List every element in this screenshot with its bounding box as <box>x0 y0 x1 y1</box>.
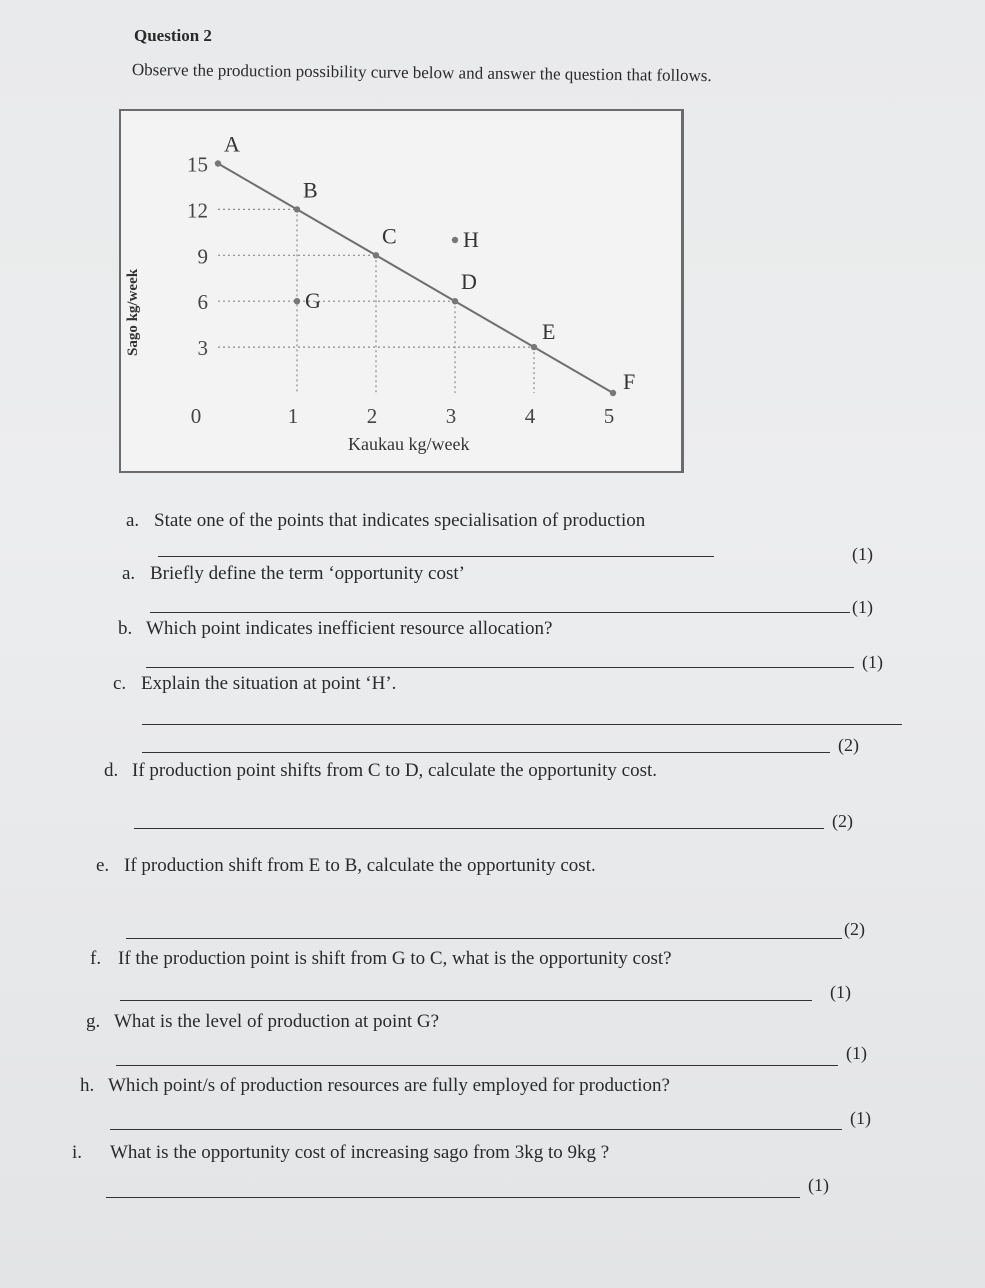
marks-label: (1) <box>852 544 873 564</box>
answer-line[interactable] <box>106 1197 800 1198</box>
ppc-chart <box>119 109 684 473</box>
question-number: d. <box>104 760 119 781</box>
question-text: If the production point is shift from G to C, what is the opportunity cost? <box>118 948 672 969</box>
y-tick-label: 3 <box>197 336 208 361</box>
x-tick-label: 1 <box>287 404 299 428</box>
question-number: f. <box>90 948 102 969</box>
point-label-F: F <box>623 369 636 394</box>
marks-label: (1) <box>808 1175 829 1195</box>
marks-label: (2) <box>838 735 859 755</box>
x-axis-label: Kaukau kg/week <box>348 434 470 454</box>
answer-line[interactable] <box>142 752 830 753</box>
question-text: If production point shifts from C to D, calculate the opportunity cost. <box>132 760 658 781</box>
point-label-E: E <box>542 319 556 345</box>
plot-point-G <box>294 298 300 304</box>
x-tick-label: 5 <box>603 404 615 428</box>
question-f <box>90 948 672 970</box>
question-number: e. <box>96 855 110 876</box>
question-text: If production shift from E to B, calculate the opportunity cost. <box>124 855 596 876</box>
question-e <box>96 855 596 877</box>
question-b <box>118 618 552 640</box>
marks-label: (1) <box>846 1043 867 1063</box>
answer-line[interactable] <box>116 1065 838 1066</box>
question-text: Briefly define the term ‘opportunity cost’ <box>150 563 465 584</box>
curve-point-C <box>373 252 379 258</box>
point-label-H: H <box>463 227 479 252</box>
answer-line[interactable] <box>146 667 854 668</box>
question-number: a. <box>122 563 136 584</box>
marks-label: (1) <box>830 982 851 1002</box>
point-label-G: G <box>305 288 321 314</box>
question-number: g. <box>86 1011 101 1032</box>
question-text: Explain the situation at point ‘H’. <box>141 673 397 694</box>
question-number: a. <box>126 510 140 531</box>
y-tick-label: 12 <box>187 198 208 223</box>
ppc-curve-line <box>218 164 613 394</box>
x-tick-label: 2 <box>366 404 378 428</box>
question-c <box>113 673 396 695</box>
question-number: i. <box>72 1142 83 1163</box>
y-tick-label: 15 <box>187 152 208 177</box>
question-text: Which point indicates inefficient resource allocation? <box>146 618 553 639</box>
point-label-D: D <box>461 269 477 295</box>
answer-line[interactable] <box>150 612 850 613</box>
question-h <box>80 1075 670 1097</box>
plot-point-H <box>452 237 458 243</box>
question-a1 <box>126 510 645 532</box>
answer-line[interactable] <box>142 724 902 725</box>
curve-point-F <box>610 390 616 396</box>
question-d <box>104 760 657 782</box>
question-a2 <box>122 563 465 585</box>
question-number: h. <box>80 1075 95 1096</box>
marks-label: (2) <box>832 811 853 831</box>
marks-label: (1) <box>850 1108 871 1128</box>
question-text: Which point/s of production resources are fully employed for production? <box>108 1075 670 1096</box>
marks-label: (2) <box>844 919 865 939</box>
answer-line[interactable] <box>158 556 714 557</box>
question-number: c. <box>113 673 127 694</box>
ppc-chart-svg <box>121 111 681 471</box>
curve-point-A <box>215 160 221 166</box>
question-number: b. <box>118 618 133 639</box>
question-text: State one of the points that indicates specialisation of production <box>154 510 646 531</box>
instruction-text: Observe the production possibility curve below and answer the question that follows. <box>131 60 712 86</box>
marks-label: (1) <box>862 652 883 672</box>
answer-line[interactable] <box>126 938 842 939</box>
marks-label: (1) <box>852 597 873 617</box>
y-tick-label: 9 <box>197 244 208 269</box>
question-text: What is the level of production at point G? <box>114 1011 440 1032</box>
answer-line[interactable] <box>120 1000 812 1001</box>
answer-line[interactable] <box>110 1129 842 1130</box>
point-label-A: A <box>224 131 240 157</box>
curve-point-B <box>294 206 300 212</box>
x-tick-label: 4 <box>524 404 536 428</box>
question-g <box>86 1011 439 1033</box>
curve-point-E <box>531 344 537 350</box>
y-axis-label: Sago kg/week <box>125 268 141 356</box>
x-tick-label: 0 <box>190 404 202 428</box>
curve-point-D <box>452 298 458 304</box>
y-tick-label: 6 <box>197 290 208 315</box>
x-tick-label: 3 <box>445 404 457 428</box>
point-label-C: C <box>382 223 397 249</box>
point-label-B: B <box>303 177 318 203</box>
answer-line[interactable] <box>134 828 824 829</box>
question-heading: Question 2 <box>134 26 212 45</box>
question-i <box>72 1142 609 1164</box>
question-text: What is the opportunity cost of increasing sago from 3kg to 9kg ? <box>110 1142 610 1163</box>
